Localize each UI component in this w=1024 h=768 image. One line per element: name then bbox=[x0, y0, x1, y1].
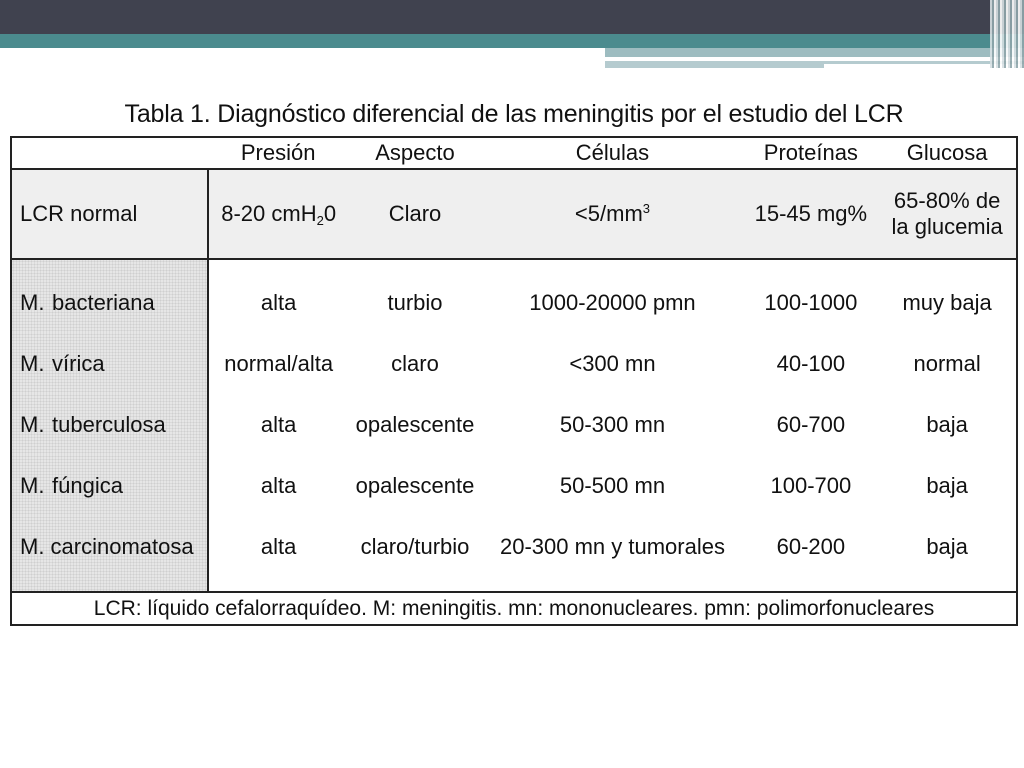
header-stripes-decoration bbox=[990, 0, 1024, 68]
cell-celulas: 20-300 mn y tumorales bbox=[481, 516, 743, 592]
table-footer-row bbox=[11, 592, 1017, 625]
header-celulas: Células bbox=[481, 137, 743, 169]
row-label bbox=[11, 259, 208, 333]
cell-glucosa: normal bbox=[878, 333, 1017, 394]
row-label bbox=[11, 394, 208, 455]
cell-presion: normal/alta bbox=[224, 350, 334, 376]
cell-celulas-normal bbox=[481, 169, 743, 259]
header-banner-teal bbox=[0, 34, 1024, 48]
cell-glucosa: baja bbox=[878, 516, 1017, 592]
presion-normal-suffix: 0 bbox=[323, 201, 337, 226]
cell-aspecto-normal: Claro bbox=[349, 169, 482, 259]
row-label-name: bacteriana bbox=[52, 289, 155, 315]
cell-presion: alta bbox=[260, 289, 297, 315]
header-banner-thin bbox=[605, 61, 824, 68]
cell-celulas: 50-300 mn bbox=[559, 411, 666, 437]
cell-aspecto: opalescente bbox=[355, 472, 475, 498]
cell-proteinas: 100-1000 bbox=[764, 289, 858, 315]
cell-aspecto: claro/turbio bbox=[349, 516, 482, 592]
cell-glucosa: baja bbox=[878, 394, 1017, 455]
header-glucosa: Glucosa bbox=[878, 137, 1017, 169]
table-row bbox=[11, 333, 1017, 394]
cell-celulas: 50-500 mn bbox=[559, 472, 666, 498]
cell-celulas: <300 mn bbox=[569, 350, 656, 376]
table-footnote: LCR: líquido cefalorraquídeo. M: meningitis. mn: mononucleares. pmn: polimorfonucleares bbox=[11, 592, 1017, 625]
row-label-prefix: M. bbox=[20, 350, 45, 376]
glucosa-normal-line1: 65-80% de bbox=[893, 188, 1001, 213]
row-label-normal: LCR normal bbox=[11, 169, 208, 259]
header-banner-light bbox=[605, 48, 1024, 57]
row-label-name: tuberculosa bbox=[52, 411, 166, 437]
row-label-name: vírica bbox=[52, 350, 105, 376]
row-label bbox=[11, 333, 208, 394]
presion-normal-subscript: 2 bbox=[316, 213, 324, 228]
celulas-normal-text: <5/mm bbox=[574, 201, 643, 226]
row-label bbox=[11, 516, 208, 592]
cell-aspecto: opalescente bbox=[355, 411, 475, 437]
celulas-normal-superscript: 3 bbox=[642, 201, 651, 216]
row-label-name: M. carcinomatosa bbox=[20, 533, 194, 559]
cell-proteinas: 100-700 bbox=[770, 472, 852, 498]
table-row bbox=[11, 455, 1017, 516]
header-cell-empty bbox=[11, 137, 208, 169]
row-label-prefix: M. bbox=[20, 472, 45, 498]
cell-celulas: 1000-20000 pmn bbox=[529, 289, 696, 315]
cell-proteinas-normal: 15-45 mg% bbox=[743, 169, 878, 259]
table-title: Tabla 1. Diagnóstico diferencial de las meningitis por el estudio del LCR bbox=[124, 100, 904, 128]
row-label-prefix: M. bbox=[20, 289, 45, 315]
table-row bbox=[11, 259, 1017, 333]
header-banner-dark bbox=[0, 0, 1024, 34]
cell-presion-normal bbox=[208, 169, 349, 259]
cell-aspecto: turbio bbox=[387, 289, 443, 315]
row-label-prefix: M. bbox=[20, 411, 45, 437]
cell-proteinas: 60-700 bbox=[776, 411, 846, 437]
diagnosis-table bbox=[10, 136, 1018, 626]
row-label bbox=[11, 455, 208, 516]
header-proteinas: Proteínas bbox=[743, 137, 878, 169]
glucosa-normal-line2: la glucemia bbox=[891, 214, 1003, 239]
cell-aspecto: claro bbox=[391, 350, 439, 376]
cell-presion: alta bbox=[260, 411, 297, 437]
cell-proteinas: 60-200 bbox=[743, 516, 878, 592]
cell-glucosa-normal bbox=[878, 169, 1017, 259]
cell-presion: alta bbox=[260, 472, 297, 498]
table-row bbox=[11, 394, 1017, 455]
row-label-name: fúngica bbox=[52, 472, 123, 498]
cell-proteinas: 40-100 bbox=[776, 350, 846, 376]
header-aspecto: Aspecto bbox=[349, 137, 482, 169]
cell-glucosa: baja bbox=[878, 455, 1017, 516]
table-row bbox=[11, 516, 1017, 592]
cell-glucosa: muy baja bbox=[878, 259, 1017, 333]
table-row-normal bbox=[11, 169, 1017, 259]
table-header-row bbox=[11, 137, 1017, 169]
header-presion: Presión bbox=[208, 137, 349, 169]
cell-presion: alta bbox=[208, 516, 349, 592]
presion-normal-text: 8-20 cmH bbox=[221, 201, 317, 226]
